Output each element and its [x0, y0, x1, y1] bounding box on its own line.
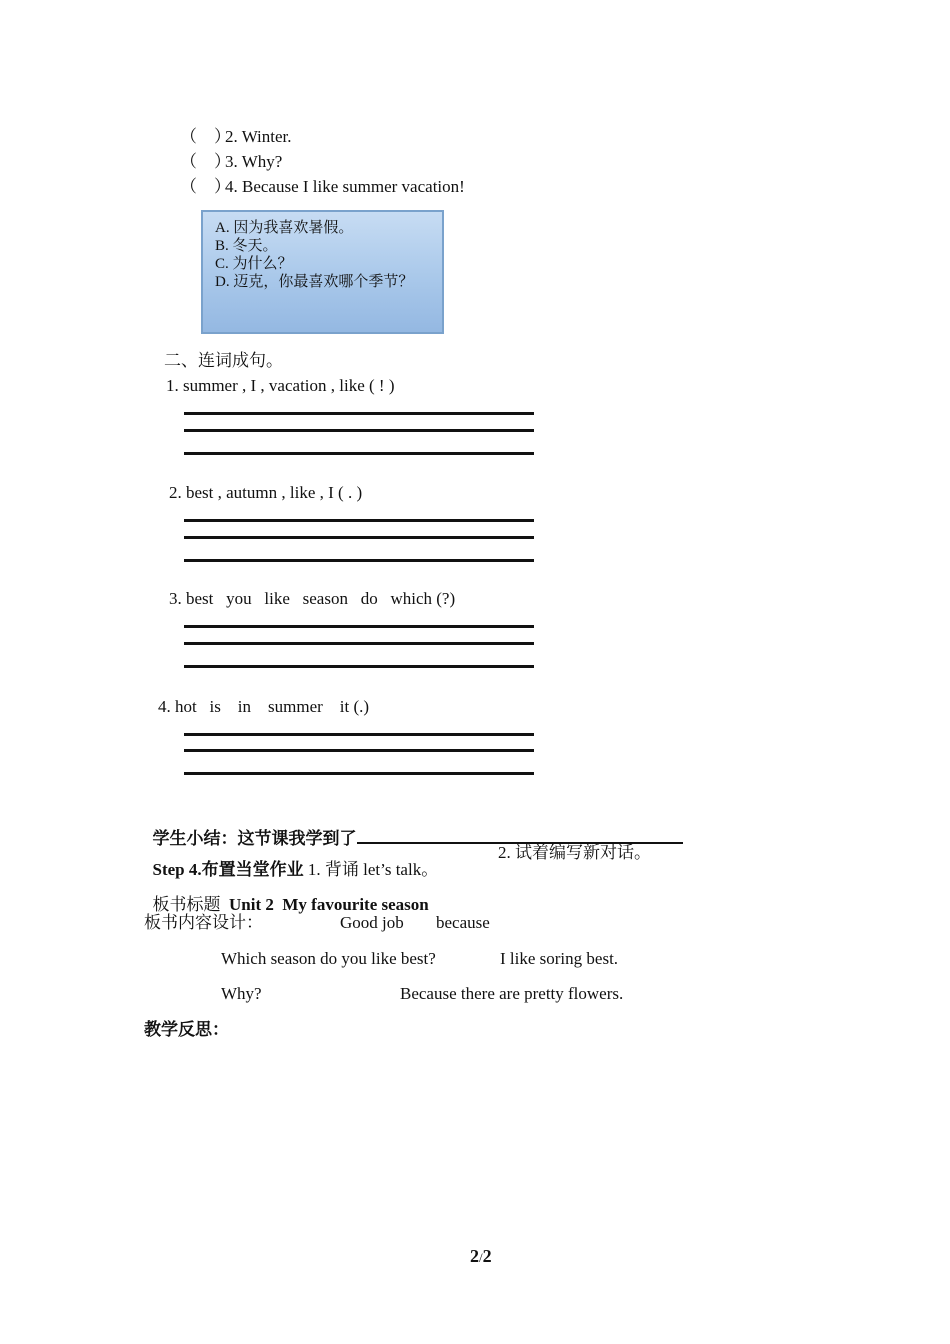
answer-line: [184, 772, 534, 775]
option-d: D. 迈克，你最喜欢哪个季节？: [215, 274, 414, 290]
board-title-label: 板书标题: [152, 895, 221, 914]
board-line2-answer: Because there are pretty flowers.: [400, 984, 624, 1003]
step4-row: [144, 844, 438, 878]
board-word-good-job: Good job: [340, 913, 404, 932]
matching-item-4: 4. Because I like summer vacation!: [225, 177, 465, 196]
board-line1-answer: I like soring best.: [500, 949, 619, 968]
option-b: B. 冬天。: [215, 238, 278, 254]
answer-line: [184, 536, 534, 539]
matching-item-2: 2. Winter.: [225, 127, 292, 146]
matching-paren-2: （ ）: [180, 127, 231, 146]
question-2: 2. best , autumn , like , I ( . ): [169, 483, 363, 502]
step4-task1: 1. 背诵 let’s talk。: [307, 860, 439, 879]
question-4: 4. hot is in summer it (.): [158, 697, 370, 716]
answer-line: [184, 559, 534, 562]
student-summary: [144, 808, 683, 847]
matching-paren-4: （ ）: [180, 177, 231, 196]
answer-options-box: [201, 210, 444, 334]
step4-task2: 2. 试着编写新对话。: [498, 843, 651, 862]
answer-line: [184, 665, 534, 668]
page-current: 2: [470, 1246, 479, 1266]
section-heading: 二、连词成句。: [164, 351, 283, 370]
matching-item-3: 3. Why?: [225, 152, 283, 171]
summary-blank-line: [357, 825, 683, 844]
answer-line: [184, 749, 534, 752]
answer-line: [184, 642, 534, 645]
matching-paren-3: （ ）: [180, 152, 231, 171]
answer-line: [184, 452, 534, 455]
page-number: [461, 1229, 492, 1265]
board-title: Unit 2 My favourite season: [229, 895, 429, 914]
question-1: 1. summer , I , vacation , like ( ! ): [166, 376, 395, 395]
board-line1-question: Which season do you like best?: [221, 949, 436, 968]
answer-line: [184, 625, 534, 628]
option-a: A. 因为我喜欢暑假。: [215, 220, 354, 236]
board-line2-question: Why?: [221, 984, 262, 1003]
student-summary-label: 学生小结：这节课我学到了: [152, 829, 357, 848]
page-total: 2: [482, 1246, 492, 1266]
answer-line: [184, 429, 534, 432]
step4-label: Step 4.布置当堂作业: [152, 860, 304, 879]
answer-line: [184, 412, 534, 415]
answer-line: [184, 733, 534, 736]
option-c: C. 为什么？: [215, 256, 293, 272]
page-separator: /: [479, 1250, 483, 1265]
answer-line: [184, 519, 534, 522]
board-content-label: 板书内容设计：: [144, 913, 263, 932]
board-word-because: because: [436, 913, 490, 932]
teaching-reflection-label: 教学反思：: [144, 1020, 229, 1039]
question-3: 3. best you like season do which (?): [169, 589, 456, 608]
board-title-row: [144, 879, 429, 913]
